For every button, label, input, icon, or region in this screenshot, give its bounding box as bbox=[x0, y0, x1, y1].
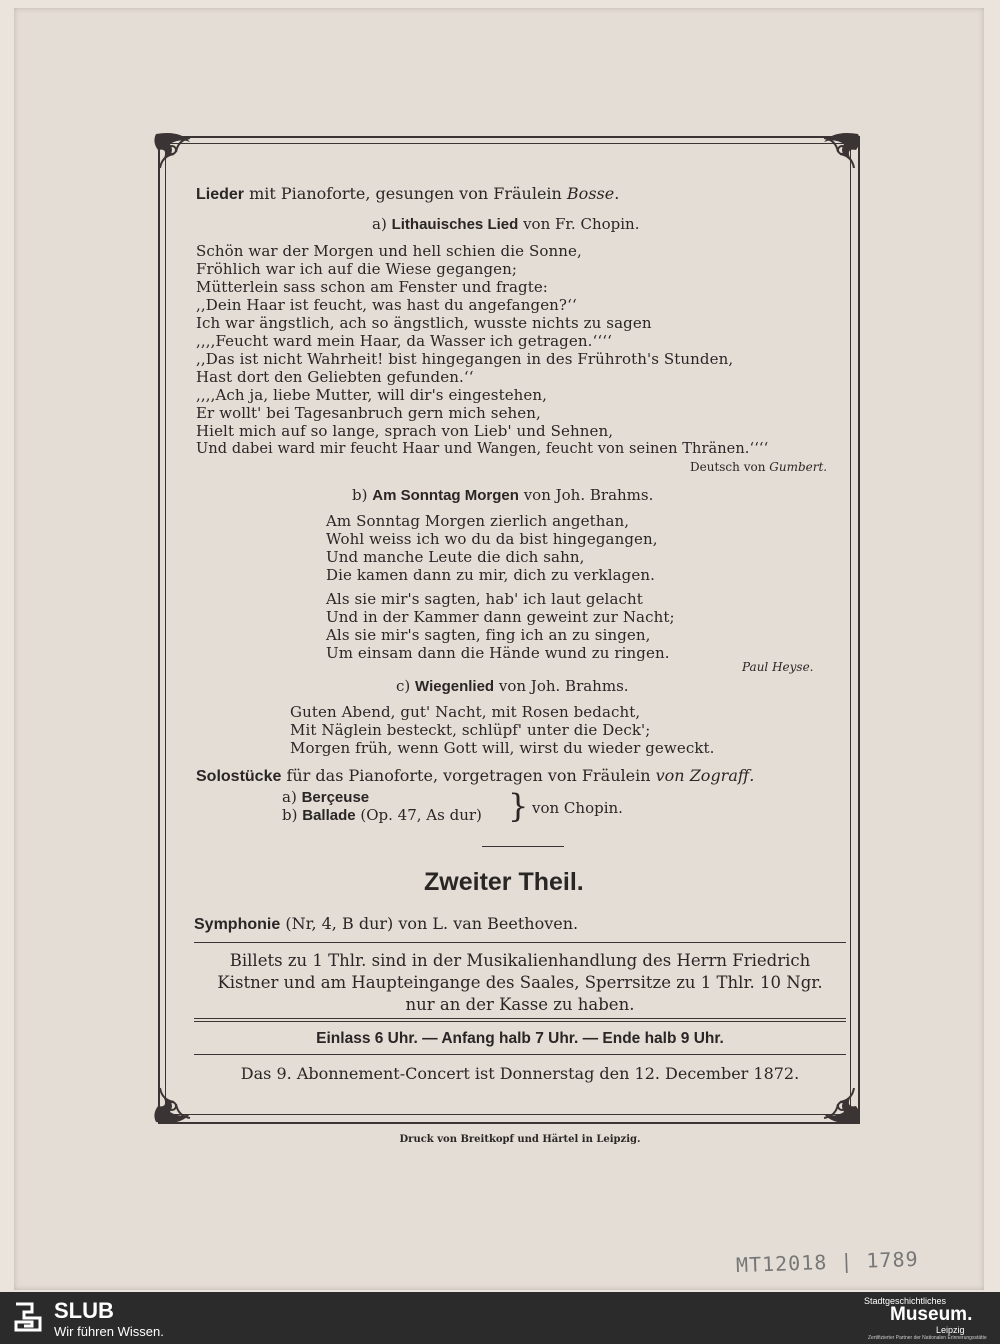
lyric-line: Und dabei ward mir feucht Haar und Wangen, feucht von seinen Thränen.‘‘‘‘ bbox=[196, 441, 769, 457]
next-concert: Das 9. Abonnement-Concert ist Donnerstag den 12. December 1872. bbox=[240, 1064, 800, 1083]
ticket-line: Kistner und am Haupteingange des Saales, Sperrsitze zu 1 Thlr. 10 Ngr. bbox=[217, 973, 823, 992]
slub-logo-icon bbox=[12, 1300, 46, 1334]
museum-brand: Museum. bbox=[890, 1304, 973, 1325]
slub-tagline: Wir führen Wissen. bbox=[54, 1324, 164, 1339]
lyric-line: Morgen früh, wenn Gott will, wirst du wieder geweckt. bbox=[290, 739, 715, 757]
event-times: Einlass 6 Uhr. — Anfang halb 7 Uhr. — Ende halb 9 Uhr. bbox=[316, 1030, 724, 1047]
lyric-line: Um einsam dann die Hände wund zu ringen. bbox=[326, 644, 670, 662]
song-c-title: c) Wiegenlied von Joh. Brahms. bbox=[396, 677, 629, 695]
singer-name: Bosse bbox=[566, 184, 615, 203]
solo-item-a: a) Berçeuse bbox=[282, 788, 370, 806]
solo-composer: von Chopin. bbox=[532, 799, 623, 817]
lieder-heading-bold: Lieder bbox=[196, 186, 245, 203]
lyric-line: Mütterlein sass schon am Fenster und fragte: bbox=[196, 278, 548, 296]
corner-ornament-icon bbox=[808, 128, 864, 184]
lyric-line: ,,,,Feucht ward mein Haar, da Wasser ich getragen.‘‘‘‘ bbox=[196, 332, 612, 350]
divider bbox=[482, 846, 564, 847]
song-b-stanza-2 bbox=[326, 590, 675, 662]
solo-heading: Solostücke für das Pianoforte, vorgetragen von Fräulein von Zograff. bbox=[196, 766, 755, 785]
lyric-line: Die kamen dann zu mir, dich zu verklagen. bbox=[326, 566, 655, 584]
ticket-info bbox=[194, 950, 846, 1016]
lyric-line: Mit Näglein besteckt, schlüpf' unter die Deck'; bbox=[290, 721, 651, 739]
lyric-line: Hast dort den Geliebten gefunden.‘‘ bbox=[196, 368, 474, 386]
song-a-credit: Deutsch von Gumbert. bbox=[690, 460, 828, 474]
song-a-title: a) Lithauisches Lied von Fr. Chopin. bbox=[372, 215, 640, 233]
lyric-line: Und in der Kammer dann geweint zur Nacht; bbox=[326, 608, 675, 626]
lyric-line: Schön war der Morgen und hell schien die Sonne, bbox=[196, 242, 582, 260]
slub-brand: SLUB bbox=[54, 1298, 114, 1323]
lyric-line: Als sie mir's sagten, fing ich an zu singen, bbox=[326, 626, 651, 644]
lyric-line: Am Sonntag Morgen zierlich angethan, bbox=[326, 512, 630, 530]
lyric-line: Ich war ängstlich, ach so ängstlich, wusste nichts zu sagen bbox=[196, 314, 652, 332]
divider bbox=[194, 1021, 846, 1022]
corner-ornament-icon bbox=[150, 128, 206, 184]
song-b-stanza-1 bbox=[326, 512, 658, 584]
museum-note: Zertifizierter Partner der Nationalen Erinnerungsstätte bbox=[868, 1335, 987, 1341]
lyric-line: Er wollt' bei Tagesanbruch gern mich sehen, bbox=[196, 404, 541, 422]
museum-city: Leipzig bbox=[936, 1325, 965, 1335]
brace-icon: } bbox=[508, 787, 529, 825]
symphony-line: Symphonie (Nr, 4, B dur) von L. van Beethoven. bbox=[194, 914, 579, 933]
song-b-title: b) Am Sonntag Morgen von Joh. Brahms. bbox=[352, 486, 654, 504]
song-a-lyrics bbox=[196, 242, 768, 458]
divider bbox=[194, 1054, 846, 1055]
lyric-line: ,,Dein Haar ist feucht, was hast du angefangen?‘‘ bbox=[196, 296, 577, 314]
footer-bar bbox=[0, 1292, 1000, 1344]
solo-item-b: b) Ballade (Op. 47, As dur) bbox=[282, 806, 482, 824]
lyric-line: Und manche Leute die dich sahn, bbox=[326, 548, 585, 566]
museum-subtitle: Stadtgeschichtliches bbox=[864, 1296, 947, 1306]
lyric-line: Fröhlich war ich auf die Wiese gegangen; bbox=[196, 260, 518, 278]
ticket-line: Billets zu 1 Thlr. sind in der Musikalienhandlung des Herrn Friedrich bbox=[229, 951, 811, 970]
lyric-line: Als sie mir's sagten, hab' ich laut gelacht bbox=[326, 590, 643, 608]
lyric-line: Guten Abend, gut' Nacht, mit Rosen bedacht, bbox=[290, 703, 641, 721]
lyric-line: Hielt mich auf so lange, sprach von Lieb' und Sehnen, bbox=[196, 422, 614, 440]
divider bbox=[194, 1018, 846, 1019]
divider bbox=[194, 942, 846, 943]
song-b-credit: Paul Heyse. bbox=[742, 660, 814, 674]
lyric-line: ,,Das ist nicht Wahrheit! bist hingegangen in des Frühroth's Stunden, bbox=[196, 350, 734, 368]
pianist-name: von Zograff. bbox=[655, 766, 755, 785]
shelfmark: MT12018 | 1789 bbox=[735, 1246, 919, 1278]
lieder-heading: Lieder mit Pianoforte, gesungen von Fräulein Bosse. bbox=[196, 184, 620, 203]
lyric-line: ,,,,Ach ja, liebe Mutter, will dir's eingestehen, bbox=[196, 386, 548, 404]
part-two-title: Zweiter Theil. bbox=[424, 868, 584, 896]
song-c-lyrics bbox=[290, 703, 715, 757]
lyric-line: Wohl weiss ich wo du da bist hingegangen, bbox=[326, 530, 658, 548]
ticket-line: nur an der Kasse zu haben. bbox=[405, 995, 635, 1014]
printer-credit: Druck von Breitkopf und Härtel in Leipzig. bbox=[399, 1134, 641, 1145]
